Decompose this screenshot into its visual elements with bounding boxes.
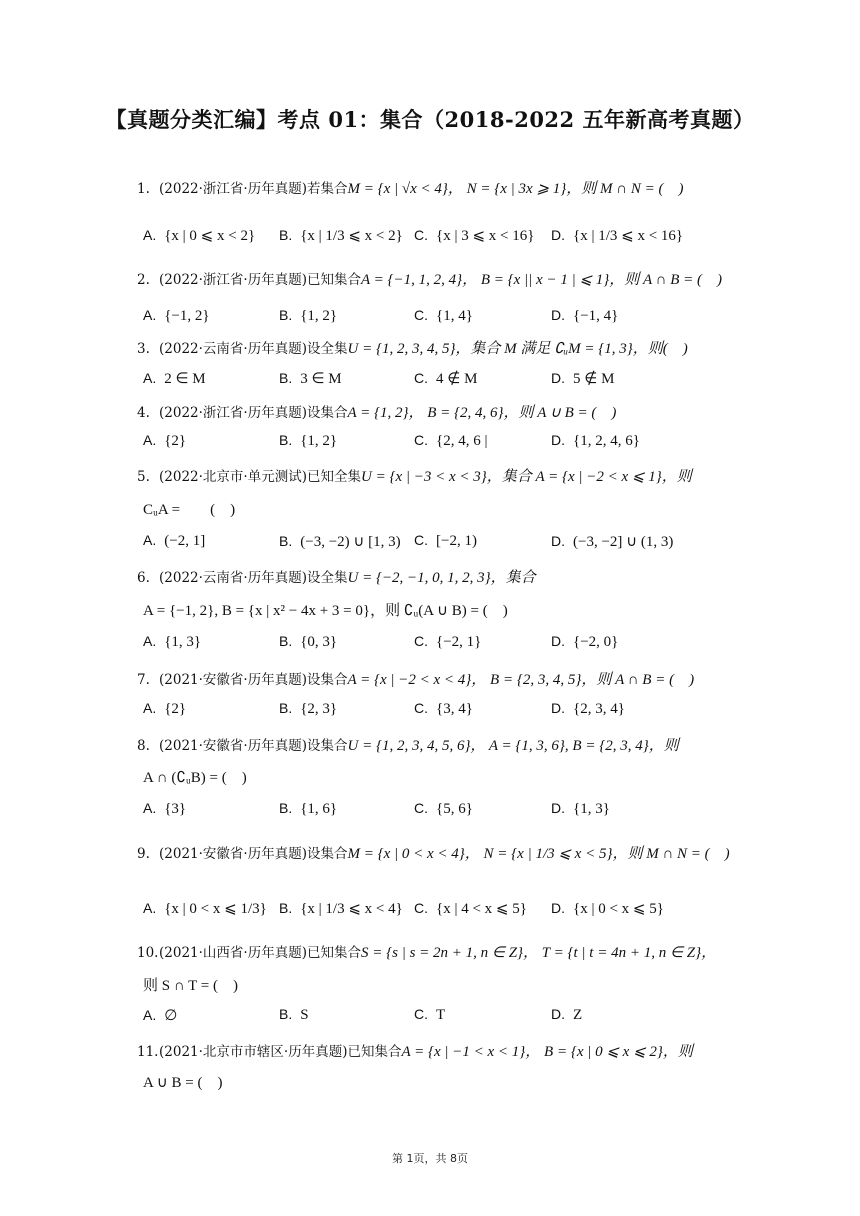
option-b [279, 800, 337, 818]
question-number: 6. [137, 570, 150, 586]
question-math: U = {−2, −1, 0, 1, 2, 3}，集合 [347, 570, 536, 586]
option-value: {x | 4 < x ⩽ 5} [436, 901, 527, 917]
option-d [551, 532, 673, 551]
question-continuation: A = {−1, 2}, B = {x | x² − 4x + 3 = 0}，则 ∁ᵤ(A ∪ B) = ( ) [143, 603, 508, 619]
option-value: {2, 4, 6 | [436, 433, 488, 449]
option-c [414, 700, 473, 718]
option-label: A. [143, 227, 157, 243]
option-label: B. [279, 432, 293, 448]
option-value: {2} [164, 433, 187, 449]
question-math: U = {x | −3 < x < 3}，集合 A = {x | −2 < x ⩽ 1}，则 [360, 469, 692, 485]
option-value: {x | 0 < x ⩽ 5} [573, 901, 664, 917]
option-value: {3} [164, 801, 187, 817]
option-a [143, 532, 205, 550]
question-text: (2021·山西省·历年真题)已知集合 [159, 945, 361, 961]
option-value: {1, 2} [300, 433, 338, 449]
option-value: {x | 0 < x ⩽ 1/3} [164, 901, 267, 917]
option-c [414, 633, 481, 651]
option-label: C. [414, 1006, 428, 1022]
option-d [551, 800, 610, 818]
question-math: A = {x | −1 < x < 1}， B = {x | 0 ⩽ x ⩽ 2}，则 [401, 1044, 693, 1060]
question-number: 8. [137, 738, 150, 754]
option-label: A. [143, 633, 157, 649]
question-number: 3. [137, 341, 150, 357]
option-value: [−2, 1) [436, 533, 477, 549]
question-number: 4. [137, 405, 150, 421]
option-value: {x | 1/3 ⩽ x < 4} [300, 901, 403, 917]
option-value: {2, 3} [300, 701, 338, 717]
option-label: B. [279, 633, 293, 649]
option-c [414, 369, 477, 388]
option-label: D. [551, 900, 565, 916]
option-label: C. [414, 432, 428, 448]
question-number: 10. [137, 945, 159, 961]
option-value: T [436, 1007, 446, 1023]
option-c [414, 432, 487, 450]
question-continuation: CᵤA = ( ) [143, 502, 236, 518]
question-math: U = {1, 2, 3, 4, 5, 6}， A = {1, 3, 6}, B = {2, 3, 4}，则 [347, 738, 679, 754]
question-continuation: A ∪ B = ( ) [143, 1075, 223, 1091]
option-label: A. [143, 370, 157, 386]
option-label: A. [143, 700, 157, 716]
question-number: 7. [137, 672, 150, 688]
option-d [551, 700, 625, 718]
option-label: B. [279, 533, 293, 549]
option-label: D. [551, 370, 565, 386]
option-a [143, 800, 186, 818]
option-label: B. [279, 370, 293, 386]
question-number: 9. [137, 846, 150, 862]
option-a [143, 432, 186, 450]
question-math: A = {−1, 1, 2, 4}， B = {x || x − 1 | ⩽ 1}，则 A ∩ B = ( ) [360, 272, 723, 288]
option-value: Z [573, 1007, 583, 1023]
question-text: (2022·浙江省·历年真题)若集合 [159, 181, 348, 197]
option-c [414, 1006, 445, 1024]
option-c [414, 899, 527, 918]
option-value: {−1, 2} [164, 308, 210, 324]
option-label: A. [143, 307, 157, 323]
option-label: C. [414, 633, 428, 649]
option-label: D. [551, 307, 565, 323]
question-text: (2021·北京市市辖区·历年真题)已知集合 [159, 1044, 402, 1060]
option-b [279, 700, 337, 718]
option-c [414, 307, 473, 325]
option-a [143, 369, 206, 388]
option-value: {1, 3} [164, 634, 202, 650]
option-value: {x | 1/3 ⩽ x < 16} [573, 228, 684, 244]
option-label: C. [414, 700, 428, 716]
option-a [143, 226, 255, 245]
option-value: {1, 2, 4, 6} [573, 433, 640, 449]
option-b [279, 226, 403, 245]
question-continuation: 则 S ∩ T = ( ) [143, 978, 238, 994]
option-label: D. [551, 227, 565, 243]
option-value: {−2, 1} [436, 634, 482, 650]
option-a [143, 307, 210, 325]
option-c [414, 226, 534, 245]
option-a [143, 633, 201, 651]
option-a [143, 700, 186, 718]
option-label: B. [279, 227, 293, 243]
question-number: 5. [137, 469, 150, 485]
option-label: A. [143, 1007, 157, 1023]
option-label: C. [414, 307, 428, 323]
option-value: (−2, 1] [164, 533, 206, 549]
question-stem [137, 668, 694, 689]
option-d [551, 633, 618, 651]
option-d [551, 307, 618, 325]
option-d [551, 432, 640, 450]
option-label: B. [279, 800, 293, 816]
option-d [551, 369, 614, 388]
question-math: A = {x | −2 < x < 4}， B = {2, 3, 4, 5}，则 A ∩ B = ( ) [347, 672, 695, 688]
question-text: (2022·浙江省·历年真题)设集合 [159, 405, 348, 421]
option-value: {3, 4} [436, 701, 473, 717]
option-label: A. [143, 800, 157, 816]
option-value: {x | 0 ⩽ x < 2} [164, 228, 256, 244]
question-math: S = {s | s = 2n + 1, n ∈ Z}， T = {t | t = 4n + 1, n ∈ Z}， [360, 945, 717, 961]
question-text: (2022·云南省·历年真题)设全集 [159, 570, 348, 586]
option-label: C. [414, 370, 428, 386]
option-label: C. [414, 800, 428, 816]
question-stem [137, 268, 722, 289]
question-stem [137, 566, 536, 587]
option-value: {1, 3} [573, 801, 610, 817]
option-label: A. [143, 900, 157, 916]
option-value: 5 ∉ M [573, 371, 615, 387]
option-label: A. [143, 432, 157, 448]
option-value: {0, 3} [300, 634, 338, 650]
question-stem [137, 177, 683, 198]
option-c [414, 800, 473, 818]
option-b [279, 633, 337, 651]
option-value: 4 ∉ M [436, 371, 478, 387]
question-number: 2. [137, 272, 150, 288]
option-label: D. [551, 800, 565, 816]
question-stem [137, 842, 730, 863]
option-b [279, 307, 337, 325]
option-value: {5, 6} [436, 801, 473, 817]
question-text: (2022·云南省·历年真题)设全集 [159, 341, 348, 357]
page-footer: 第 1页，共 8页 [392, 1152, 468, 1165]
option-label: B. [279, 900, 293, 916]
option-value: {1, 4} [436, 308, 473, 324]
option-d [551, 1006, 582, 1024]
option-value: S [300, 1007, 309, 1023]
option-d [551, 226, 683, 245]
option-d [551, 899, 664, 918]
question-stem [137, 734, 679, 755]
option-b [279, 432, 337, 450]
question-math: U = {1, 2, 3, 4, 5}，集合 M 满足 ∁ᵤM = {1, 3}，则( ) [347, 341, 688, 357]
option-label: D. [551, 533, 565, 549]
option-b [279, 1006, 309, 1024]
question-text: (2022·浙江省·历年真题)已知集合 [159, 272, 361, 288]
option-value: {−1, 4} [573, 308, 619, 324]
question-text: (2021·安徽省·历年真题)设集合 [159, 846, 348, 862]
option-b [279, 899, 403, 918]
option-value: 3 ∈ M [300, 371, 342, 387]
option-a [143, 1006, 177, 1025]
option-label: A. [143, 532, 157, 548]
option-label: B. [279, 307, 293, 323]
option-value: {1, 6} [300, 801, 338, 817]
option-a [143, 899, 267, 918]
question-number: 1. [137, 181, 150, 197]
option-value: 2 ∈ M [164, 371, 206, 387]
option-value: ∅ [164, 1008, 178, 1024]
question-math: M = {x | √x < 4}， N = {x | 3x ⩾ 1}，则 M ∩ N = ( ) [347, 181, 684, 197]
option-label: D. [551, 432, 565, 448]
option-label: B. [279, 1006, 293, 1022]
question-text: (2021·安徽省·历年真题)设集合 [159, 672, 348, 688]
question-math: M = {x | 0 < x < 4}， N = {x | 1/3 ⩽ x < 5}，则 M ∩ N = ( ) [347, 846, 730, 862]
question-stem [137, 337, 688, 358]
option-value: {x | 3 ⩽ x < 16} [436, 228, 535, 244]
option-label: D. [551, 1006, 565, 1022]
option-b [279, 532, 401, 551]
question-text: (2021·安徽省·历年真题)设集合 [159, 738, 348, 754]
question-math: A = {1, 2}， B = {2, 4, 6}，则 A ∪ B = ( ) [347, 405, 617, 421]
question-continuation: A ∩ (∁ᵤB) = ( ) [143, 770, 247, 786]
option-label: C. [414, 227, 428, 243]
option-value: {1, 2} [300, 308, 338, 324]
question-stem [137, 465, 692, 486]
option-value: {2} [164, 701, 187, 717]
option-c [414, 532, 477, 550]
question-text: (2022·北京市·单元测试)已知全集 [159, 469, 361, 485]
option-value: {−2, 0} [573, 634, 619, 650]
option-value: {x | 1/3 ⩽ x < 2} [300, 228, 403, 244]
question-stem [137, 941, 716, 962]
page-title: 【真题分类汇编】考点 01：集合（2018-2022 五年新高考真题） [105, 107, 755, 132]
option-b [279, 369, 342, 388]
question-number: 11. [137, 1044, 159, 1060]
option-label: C. [414, 532, 428, 548]
option-value: {2, 3, 4} [573, 701, 625, 717]
option-value: (−3, −2] ∪ (1, 3) [573, 534, 674, 550]
option-value: (−3, −2) ∪ [1, 3) [300, 534, 401, 550]
option-label: D. [551, 633, 565, 649]
question-stem [137, 1040, 693, 1061]
option-label: D. [551, 700, 565, 716]
question-stem [137, 401, 616, 422]
option-label: B. [279, 700, 293, 716]
option-label: C. [414, 900, 428, 916]
